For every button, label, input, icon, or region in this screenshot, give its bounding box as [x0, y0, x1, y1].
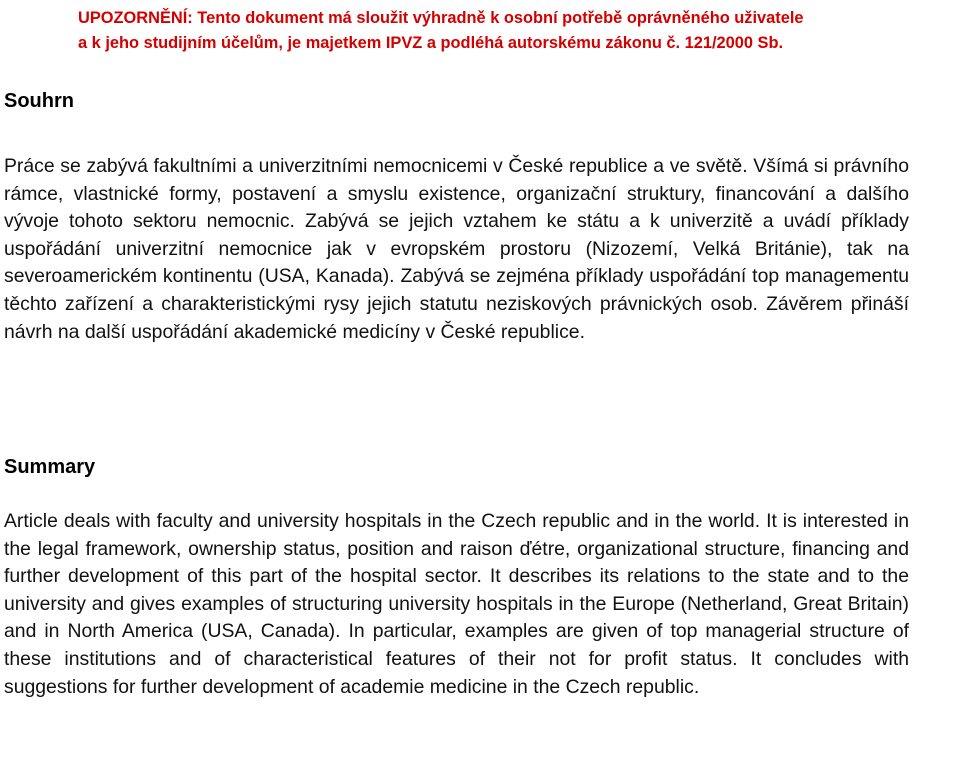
summary-heading: Summary	[4, 456, 96, 478]
copyright-notice-line-1: UPOZORNĚNÍ: Tento dokument má sloužit výhradně k osobní potřebě oprávněného uživatele	[78, 9, 804, 27]
souhrn-heading: Souhrn	[4, 90, 74, 112]
copyright-notice	[78, 6, 960, 56]
summary-paragraph: Article deals with faculty and university hospitals in the Czech republic and in the world. It is interested in the legal framework, ownership status, position and raison ďétre, organizational structure, financing and further development of this part of the hospital sector. It describes its relations to the state and to the university and gives examples of structuring university hospitals in the Europe (Netherland, Great Britain) and in North America (USA, Canada). In particular, examples are given of top managerial structure of these institutions and of characteristical features of their not for profit status. It concludes with suggestions for further development of academie medicine in the Czech republic.	[4, 510, 909, 698]
copyright-notice-line-2: a k jeho studijním účelům, je majetkem IPVZ a podléhá autorskému zákonu č. 121/2000 Sb.	[78, 34, 784, 52]
souhrn-paragraph: Práce se zabývá fakultními a univerzitními nemocnicemi v České republice a ve světě. Všímá si právního rámce, vlastnické formy, postavení a smyslu existence, organizační struktury, financování a dalšího vývoje tohoto sektoru nemocnic. Zabývá se jejich vztahem ke státu a k univerzitě a uvádí příklady uspořádání univerzitní nemocnice jak v evropském prostoru (Nizozemí, Velká Británie), tak na severoamerickém kontinentu (USA, Kanada). Zabývá se zejména příklady uspořádání top managementu těchto zařízení a charakteristickými rysy jejich statutu neziskových právnických osob. Závěrem přináší návrh na další uspořádání akademické medicíny v České republice.	[4, 155, 909, 343]
